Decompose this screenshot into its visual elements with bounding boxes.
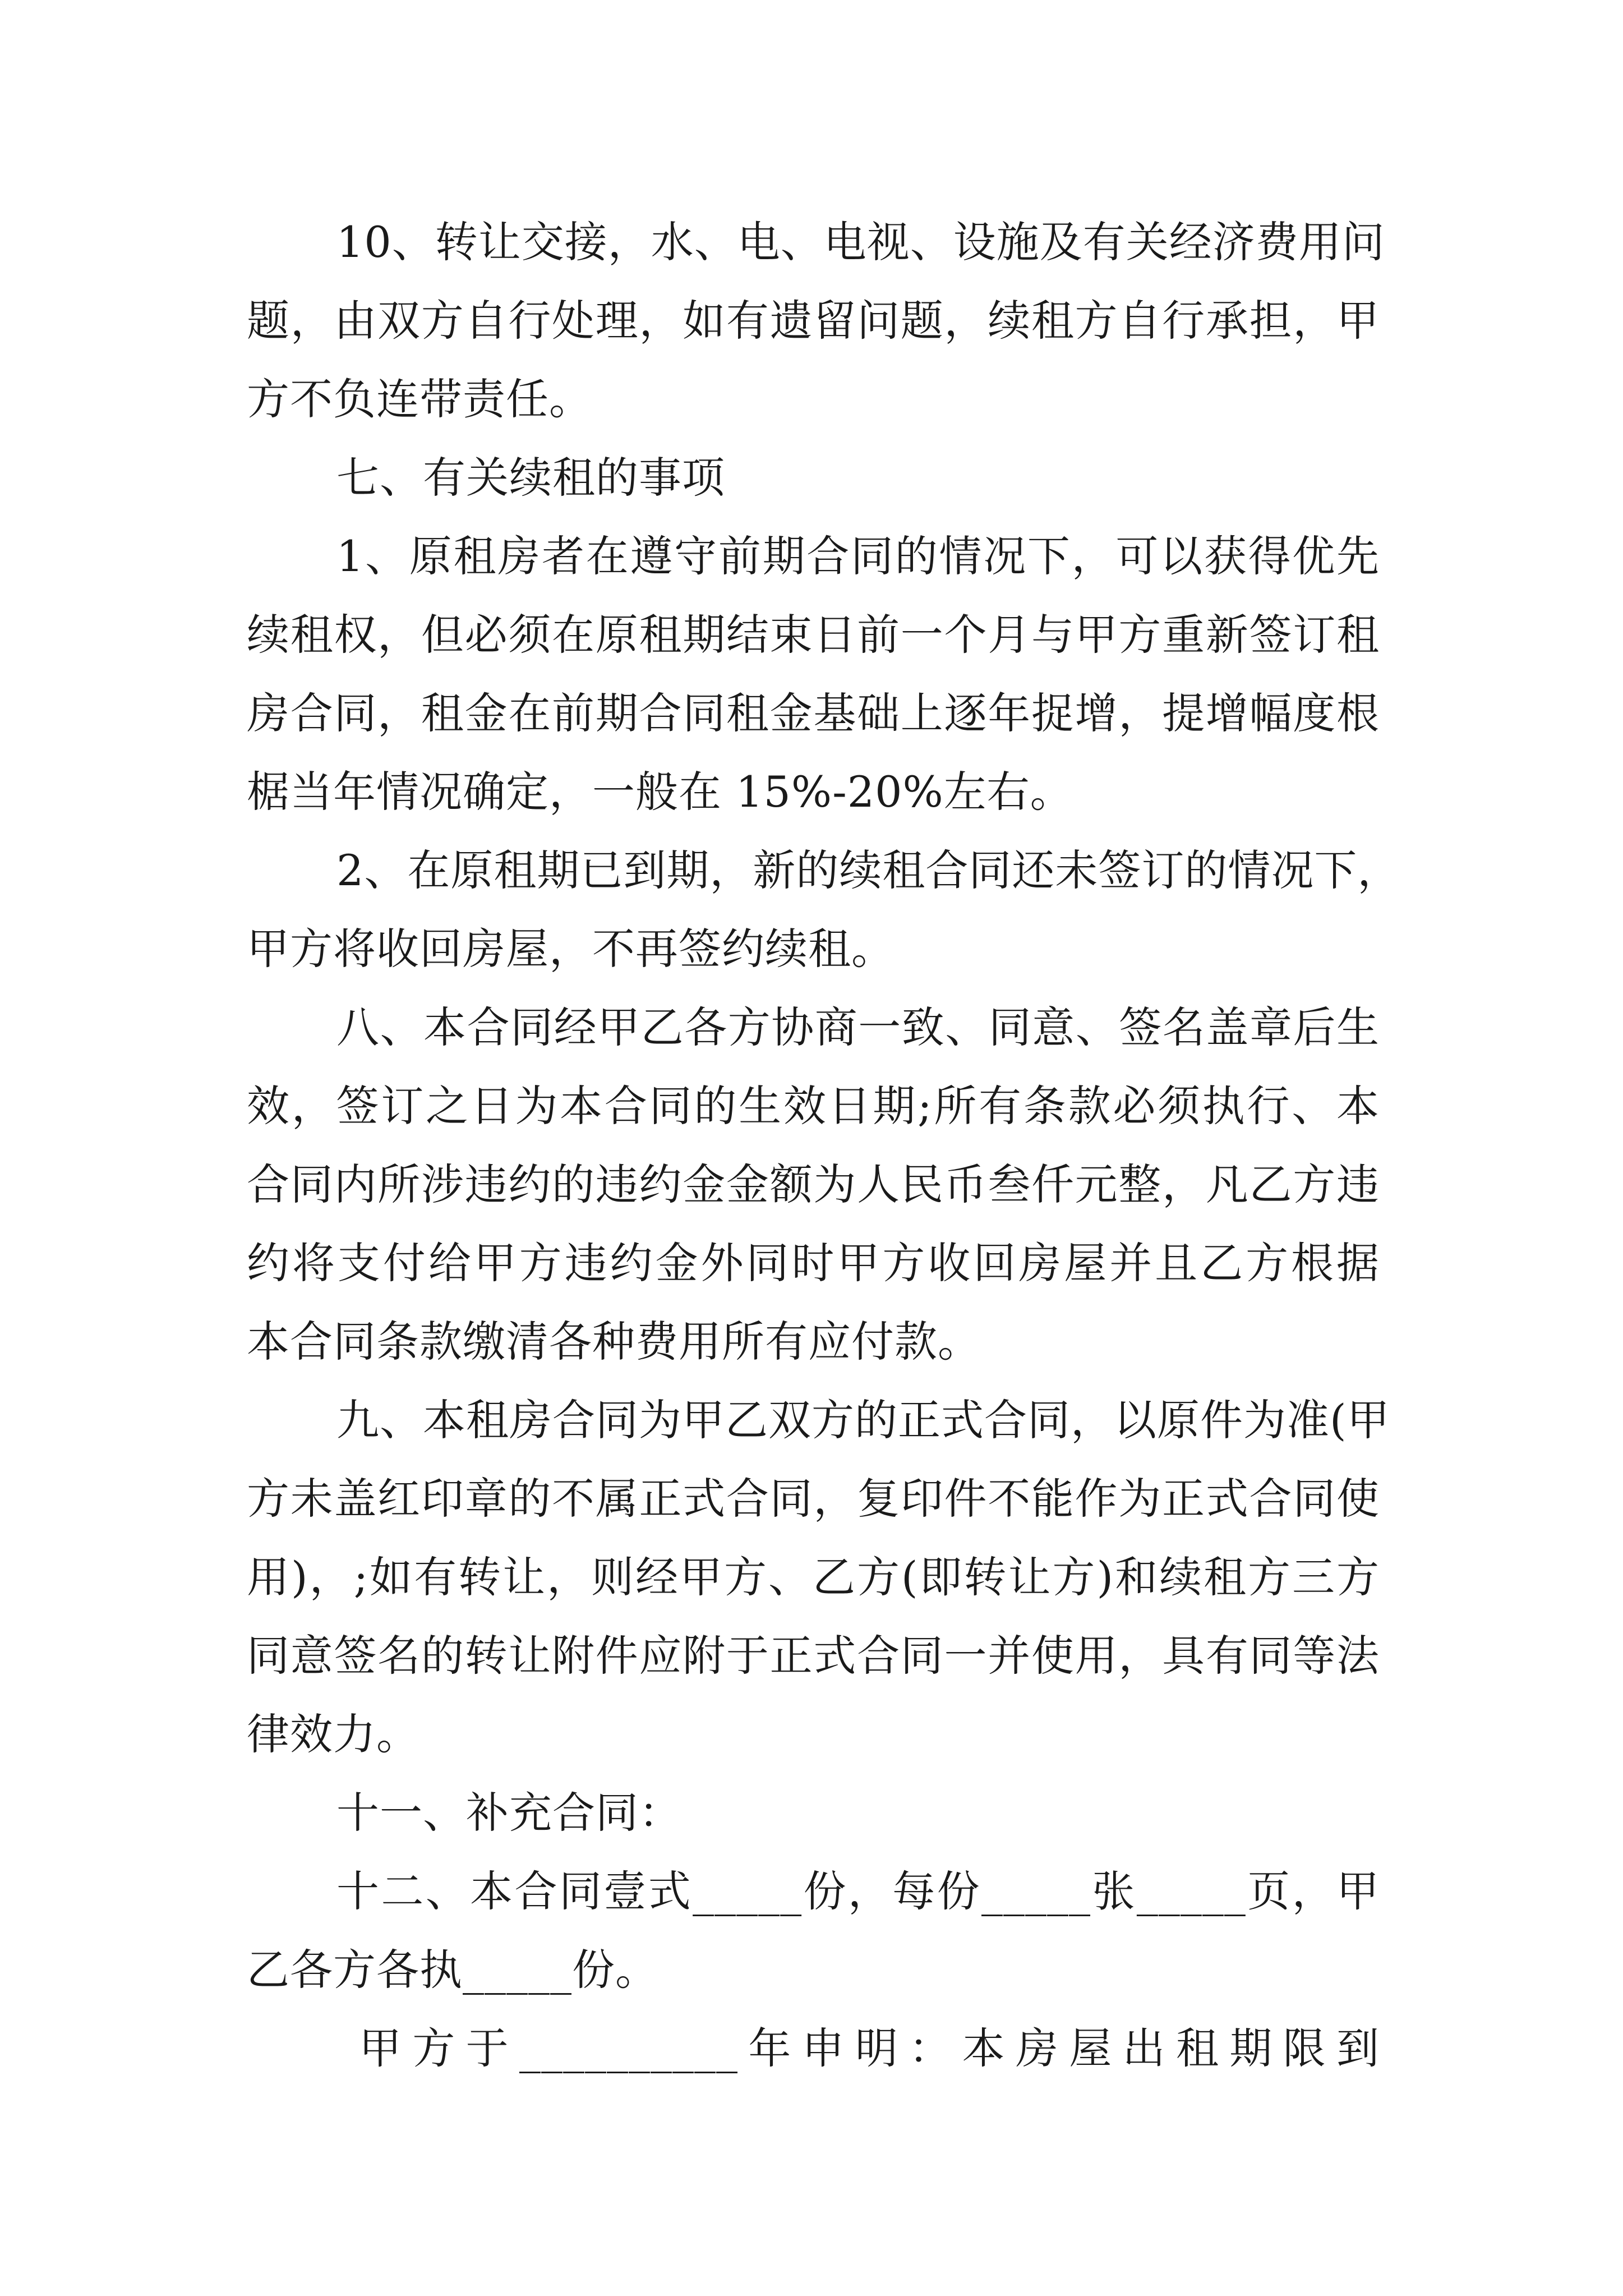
text-line: 约将支付给甲方违约金外同时甲方收回房屋并且乙方根据: [247, 1238, 1380, 1288]
text-line: 方未盖红印章的不属正式合同，复印件不能作为正式合同使: [247, 1474, 1380, 1524]
text-line: 乙各方各执_____份。: [247, 1945, 658, 1995]
text-line: 十二、本合同壹式_____份，每份_____张_____页，甲: [336, 1866, 1380, 1916]
text-line: 甲方于__________年申明：本房屋出租期限到: [359, 2023, 1380, 2073]
text-line: 效，签订之日为本合同的生效日期;所有条款必须执行、本: [247, 1081, 1380, 1131]
text-line: 10、转让交接，水、电、电视、设施及有关经济费用问: [336, 217, 1385, 267]
text-line: 律效力。: [247, 1709, 419, 1759]
text-line: 1、原租房者在遵守前期合同的情况下，可以获得优先: [336, 531, 1380, 581]
text-line: 甲方将收回房屋，不再签约续租。: [247, 924, 895, 974]
text-line: 椐当年情况确定，一般在 15%-20%左右。: [247, 767, 1073, 817]
text-line: 2、在原租期已到期，新的续租合同还未签订的情况下，: [336, 845, 1401, 895]
section-heading: 十一、补充合同：: [336, 1788, 682, 1838]
text-line: 房合同，租金在前期合同租金基础上逐年捉增，提增幅度根: [247, 688, 1380, 738]
text-line: 九、本租房合同为甲乙双方的正式合同，以原件为准(甲: [336, 1395, 1390, 1445]
section-heading: 七、有关续租的事项: [336, 453, 725, 503]
text-line: 用)，;如有转让，则经甲方、乙方(即转让方)和续租方三方: [247, 1552, 1380, 1602]
text-line: 续租权，但必须在原租期结束日前一个月与甲方重新签订租: [247, 610, 1380, 660]
text-line: 八、本合同经甲乙各方协商一致、同意、签名盖章后生: [336, 1002, 1380, 1052]
text-line: 本合同条款缴清各种费用所有应付款。: [247, 1317, 981, 1366]
text-line: 同意签名的转让附件应附于正式合同一并使用，具有同等法: [247, 1631, 1380, 1681]
text-line: 方不负连带责任。: [247, 374, 592, 424]
text-line: 题，由双方自行处理，如有遗留问题，续租方自行承担，甲: [247, 296, 1380, 346]
text-line: 合同内所涉违约的违约金金额为人民币叁仟元整，凡乙方违: [247, 1159, 1380, 1209]
